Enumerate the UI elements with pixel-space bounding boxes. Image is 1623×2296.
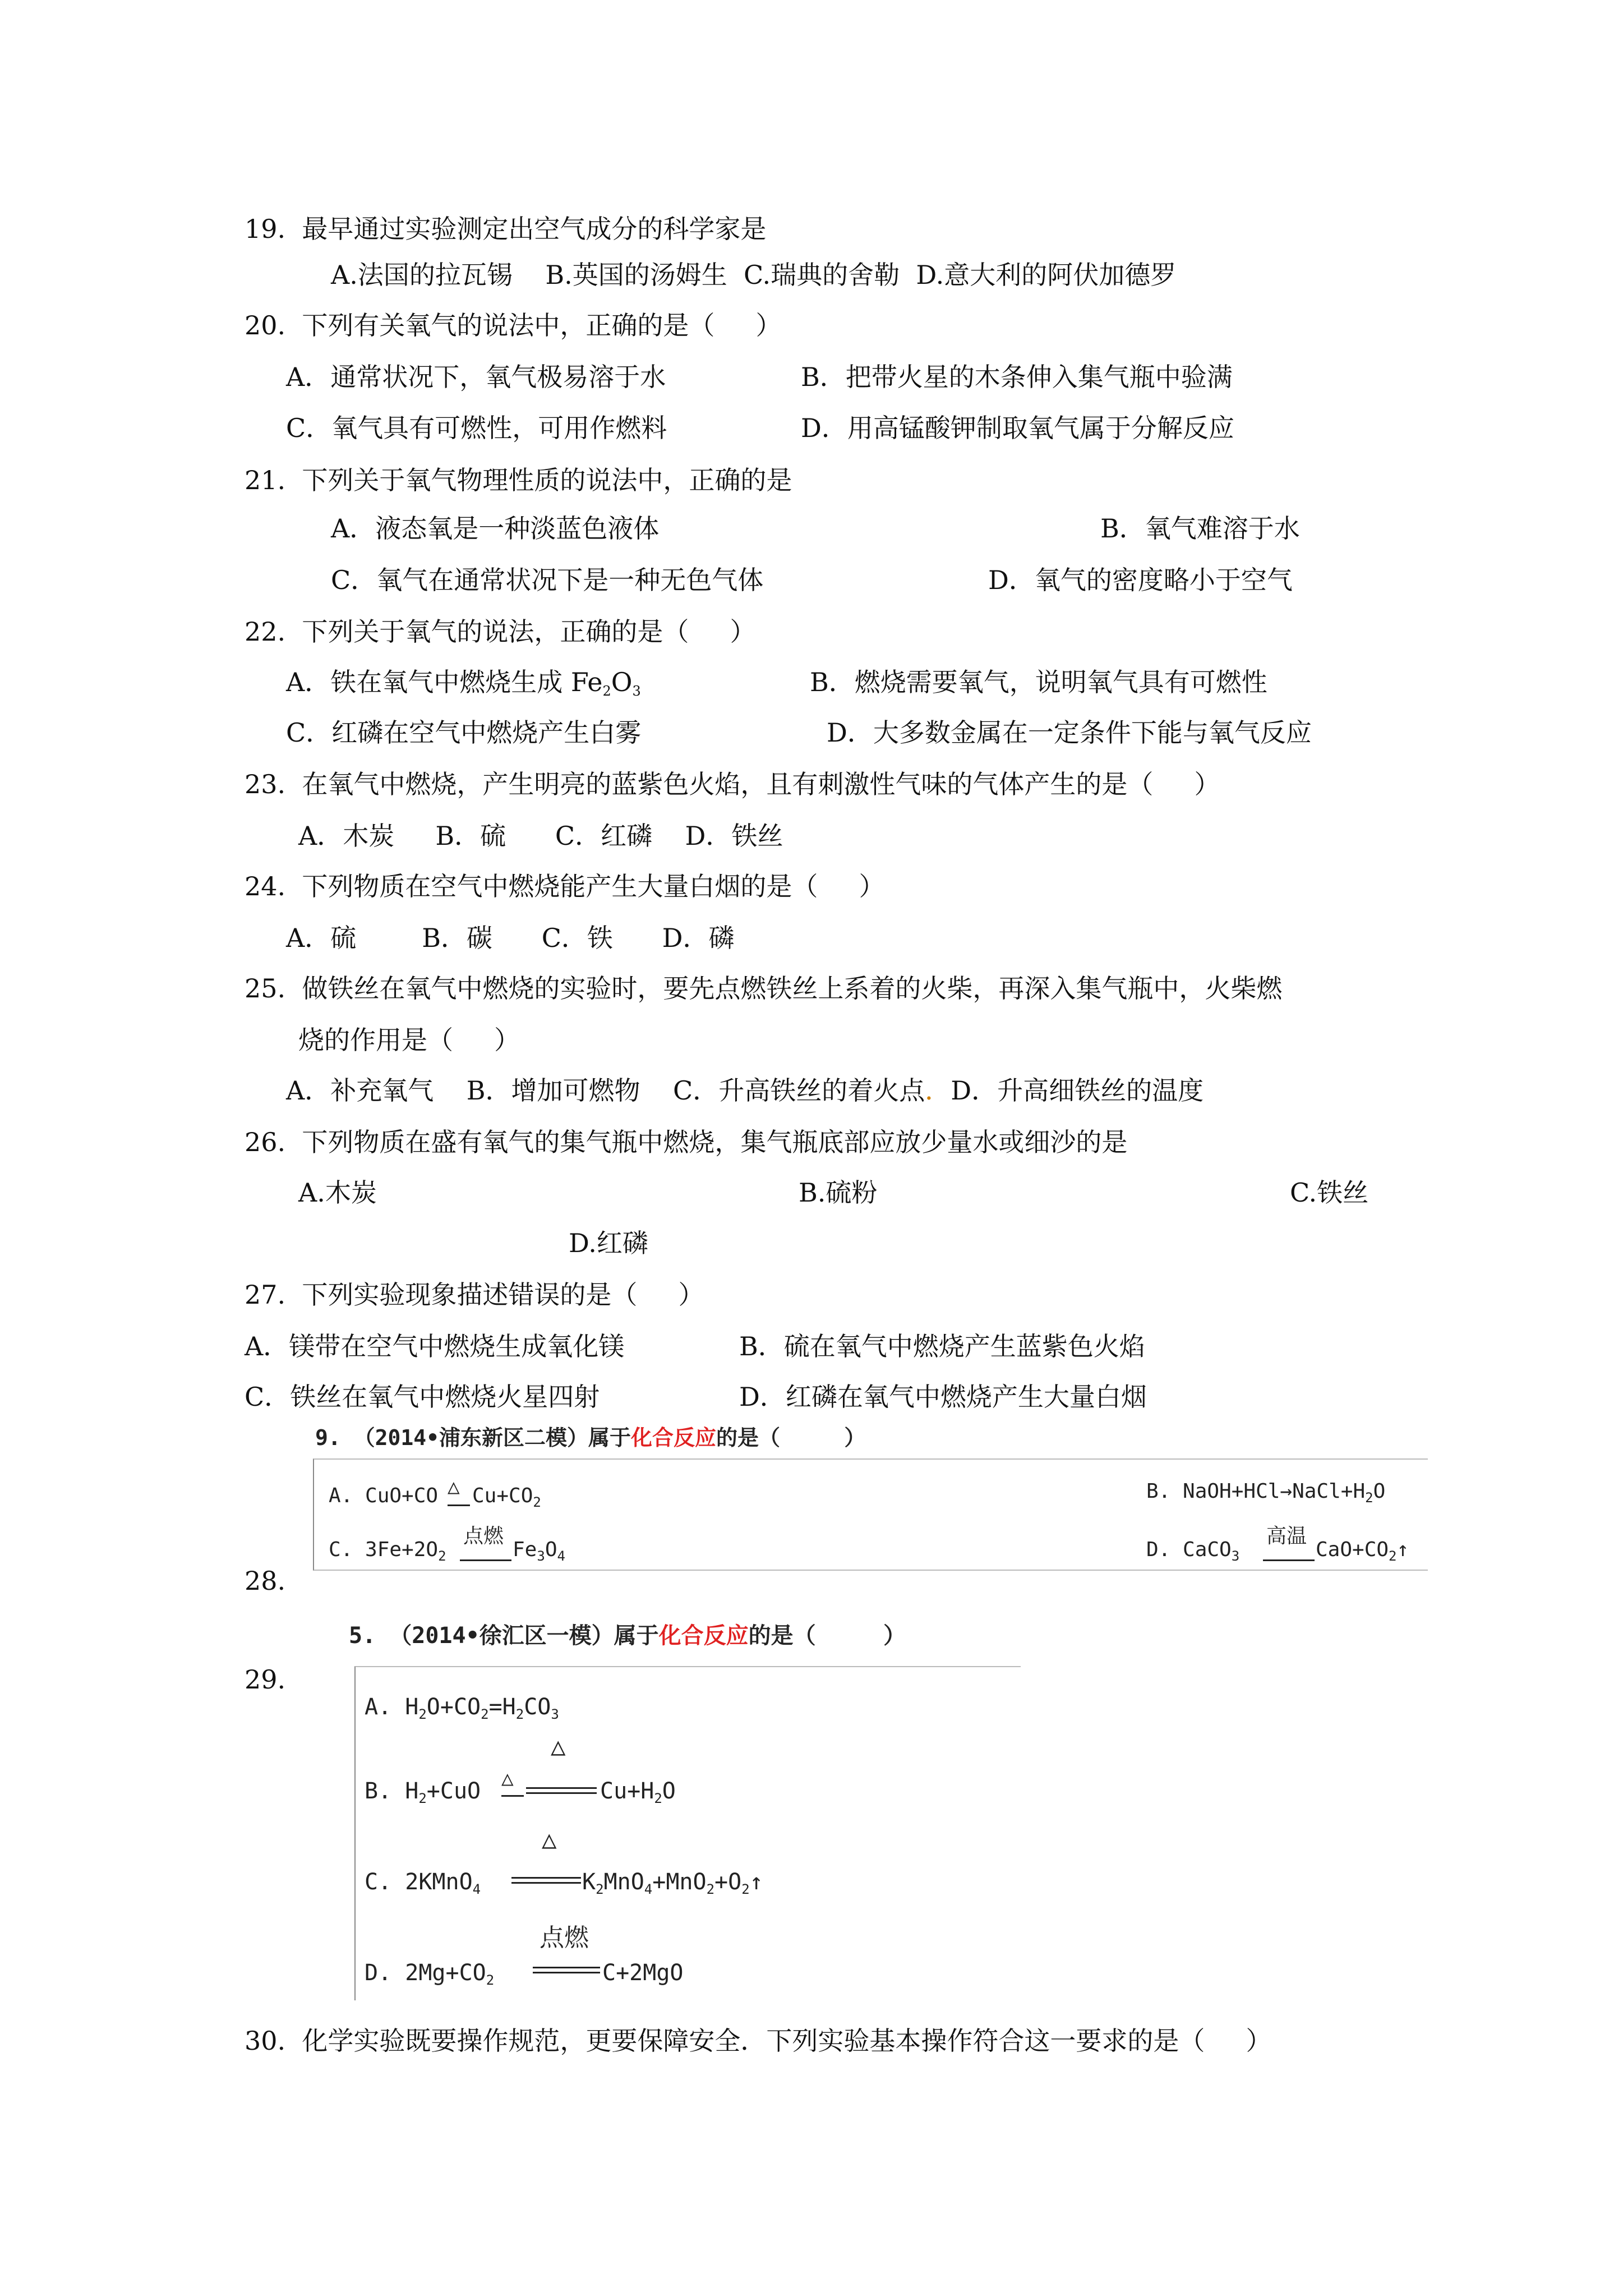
- q28-a-arrow: [448, 1504, 470, 1506]
- q28-c-reactants: C. 3Fe+2O: [329, 1538, 439, 1561]
- q22-option-d: D．大多数金属在一定条件下能与氧气反应: [827, 717, 1312, 748]
- q28-embedded-screenshot: [301, 1414, 1428, 1582]
- q28-c-sub2: 4: [557, 1548, 565, 1564]
- q22-option-a: [286, 665, 641, 708]
- q29-a-p4: CO: [524, 1694, 551, 1720]
- q28-c-products: [513, 1538, 565, 1564]
- q29-caption-text: 5. （2014•徐汇区一模）属于: [349, 1623, 659, 1649]
- q25-dot: ．: [925, 1075, 951, 1106]
- q25-options: [286, 1074, 1204, 1107]
- q29-b-products: [600, 1778, 676, 1806]
- q28-c-mid: O: [545, 1538, 557, 1561]
- q29-c-p4: +O: [714, 1869, 742, 1895]
- q22-option-b: B．燃烧需要氧气，说明氧气具有可燃性: [810, 667, 1267, 697]
- q27-option-d: D．红磷在氧气中燃烧产生大量白烟: [739, 1382, 1147, 1412]
- q20-option-a: A．通常状况下，氧气极易溶于水: [286, 362, 666, 392]
- q27-option-c: C．铁丝在氧气中燃烧火星四射: [245, 1382, 600, 1412]
- q29-a-sub3: 2: [515, 1706, 524, 1722]
- q24-stem: 24. 下列物质在空气中燃烧能产生大量白烟的是（ ）: [245, 871, 885, 901]
- q28-caption-text: 9. （2014•浦东新区二模）属于: [315, 1425, 631, 1450]
- q20-option-b: B．把带火星的木条伸入集气瓶中验满: [801, 362, 1233, 392]
- q24-options: A．硫 B．碳 C．铁 D．磷: [286, 923, 735, 953]
- q27-option-a: A．镁带在空气中燃烧生成氧化镁: [245, 1331, 625, 1361]
- q29-c-equals: [511, 1877, 581, 1884]
- q29-c-gas-arrow: ↑: [749, 1869, 763, 1895]
- q28-d-arrow: [1263, 1559, 1315, 1561]
- q25-stem: 25. 做铁丝在氧气中燃烧的实验时，要先点燃铁丝上系着的火柴，再深入集气瓶中，火柴燃: [245, 973, 1283, 1004]
- q29-d-products: C+2MgO: [602, 1960, 684, 1986]
- q29-c-prod: K: [582, 1869, 596, 1895]
- q28-option-b: [1146, 1480, 1385, 1506]
- q28-caption: [315, 1420, 865, 1451]
- q29-a-p1: A. H: [365, 1694, 419, 1720]
- q26-option-c: C.铁丝: [1290, 1177, 1369, 1208]
- q19-options: A.法国的拉瓦锡 B.英国的汤姆生 C.瑞典的舍勒 D.意大利的阿伏加德罗: [331, 260, 1177, 290]
- q26-option-b: B.硫粉: [799, 1177, 878, 1208]
- q22-a-text: A．铁在氧气中燃烧生成 Fe: [286, 667, 603, 697]
- q29-c-sub2: 2: [596, 1881, 604, 1897]
- q25-option-d: D．升高细铁丝的温度: [951, 1075, 1204, 1106]
- q30-stem: 30. 化学实验既要操作规范，更要保障安全．下列实验基本操作符合这一要求的是（ ）: [245, 2026, 1272, 2056]
- q29-option-c: [365, 1869, 481, 1897]
- q29-c-condition: △: [542, 1825, 557, 1854]
- q29-number: 29.: [245, 1664, 286, 1695]
- q29-caption-tail: 的是（ ）: [748, 1623, 906, 1649]
- q28-a-sub: 2: [533, 1494, 541, 1510]
- q28-caption-tail: 的是（ ）: [716, 1425, 866, 1450]
- q29-a-p2: O+CO: [426, 1694, 481, 1720]
- q27-option-b: B．硫在氧气中燃烧产生蓝紫色火焰: [739, 1331, 1145, 1361]
- q28-d-sub2: 2: [1389, 1548, 1397, 1564]
- q28-options-box: [313, 1458, 1428, 1571]
- q29-b-equals: [526, 1787, 597, 1794]
- q28-c-arrow: [460, 1559, 511, 1561]
- q28-d-condition: 高温: [1266, 1525, 1307, 1548]
- q29-c-p2: MnO: [603, 1869, 644, 1895]
- q25-stem-cont: 烧的作用是（ ）: [298, 1025, 520, 1055]
- q20-stem: 20. 下列有关氧气的说法中，正确的是（ ）: [245, 310, 782, 341]
- q28-option-c: [329, 1538, 446, 1564]
- q29-caption: [349, 1618, 906, 1650]
- q29-c-p1: C. 2KMnO: [365, 1869, 473, 1895]
- q29-c-products: [582, 1869, 763, 1897]
- q29-option-d: [365, 1960, 494, 1988]
- q29-c-p3: +MnO: [652, 1869, 707, 1895]
- q29-b-sub2: 2: [654, 1791, 662, 1806]
- q28-a-prod-text: Cu+CO: [472, 1484, 533, 1507]
- q28-c-prod: Fe: [513, 1538, 537, 1561]
- q29-b-prod: Cu+H: [600, 1778, 654, 1804]
- q20-option-c: C．氧气具有可燃性，可用作燃料: [286, 413, 667, 443]
- q21-option-c: C．氧气在通常状况下是一种无色气体: [331, 565, 764, 595]
- q29-b-end: O: [662, 1778, 676, 1804]
- q23-stem: 23. 在氧气中燃烧，产生明亮的蓝紫色火焰，且有刺激性气味的气体产生的是（ ）: [245, 769, 1220, 799]
- q29-b-p1: B. H: [365, 1778, 419, 1804]
- q28-d-gas-arrow: ↑: [1396, 1538, 1409, 1561]
- q29-c-sub1: 4: [472, 1881, 481, 1897]
- q29-option-a: [365, 1694, 559, 1722]
- q28-b-sub: 2: [1365, 1490, 1373, 1506]
- q21-option-b: B．氧气难溶于水: [1100, 513, 1300, 544]
- q29-d-sub: 2: [486, 1972, 495, 1988]
- q29-b-small-delta: △: [501, 1767, 514, 1790]
- q29-option-b: [365, 1778, 481, 1806]
- q29-caption-highlight: 化合反应: [658, 1623, 749, 1649]
- q29-a-p3: =H: [488, 1694, 516, 1720]
- q29-b-small-arrow: [501, 1795, 524, 1797]
- q28-c-condition: 点燃: [463, 1525, 504, 1548]
- q28-b-text: B. NaOH+HCl→NaCl+H: [1146, 1480, 1366, 1503]
- q28-a-condition: △: [448, 1475, 460, 1498]
- q21-stem: 21. 下列关于氧气物理性质的说法中，正确的是: [245, 465, 792, 495]
- q29-d-p1: D. 2Mg+CO: [365, 1960, 486, 1986]
- q29-c-sub5: 2: [741, 1881, 750, 1897]
- q29-d-equals: [533, 1967, 600, 1973]
- q29-b-sub1: 2: [418, 1791, 427, 1806]
- q29-a-sub1: 2: [418, 1706, 427, 1722]
- q28-option-a: [329, 1484, 438, 1507]
- q29-b-condition: △: [551, 1732, 566, 1761]
- q28-number: 28.: [245, 1566, 286, 1596]
- q28-d-reactants: D. CaCO: [1146, 1538, 1232, 1561]
- q28-c-sub: 2: [438, 1548, 446, 1564]
- q26-option-d: D.红磷: [569, 1228, 648, 1258]
- q29-c-sub4: 2: [706, 1881, 715, 1897]
- q22-a-sub2: 3: [632, 683, 641, 699]
- q29-b-p2: +CuO: [426, 1778, 481, 1804]
- q20-option-d: D．用高锰酸钾制取氧气属于分解反应: [801, 413, 1234, 443]
- q19-stem: 19. 最早通过实验测定出空气成分的科学家是: [245, 214, 767, 244]
- q29-d-condition: 点燃: [540, 1924, 589, 1952]
- q28-d-prod: CaO+CO: [1316, 1538, 1389, 1561]
- q27-stem: 27. 下列实验现象描述错误的是（ ）: [245, 1280, 704, 1310]
- q29-a-sub4: 3: [551, 1706, 559, 1722]
- q23-options: A．木炭 B．硫 C．红磷 D．铁丝: [298, 821, 783, 851]
- q25-options-abc: A．补充氧气 B．增加可燃物 C．升高铁丝的着火点: [286, 1075, 925, 1106]
- q26-option-a: A.木炭: [298, 1177, 377, 1208]
- q22-a-sub1: 2: [602, 683, 611, 699]
- q22-option-c: C．红磷在空气中燃烧产生白雾: [286, 717, 642, 748]
- q29-c-sub3: 4: [644, 1881, 653, 1897]
- q28-a-products: [472, 1484, 541, 1510]
- q29-a-sub2: 2: [481, 1706, 489, 1722]
- q28-b-end: O: [1373, 1480, 1386, 1503]
- q22-stem: 22. 下列关于氧气的说法，正确的是（ ）: [245, 616, 756, 647]
- q28-c-sub1: 3: [537, 1548, 545, 1564]
- q29-embedded-screenshot: [332, 1610, 1022, 2003]
- q28-option-d: [1146, 1538, 1239, 1564]
- q22-a-mid: O: [611, 667, 633, 697]
- q28-d-sub: 3: [1231, 1548, 1240, 1564]
- q28-a-reactants: A. CuO+CO: [329, 1484, 439, 1507]
- q26-stem: 26. 下列物质在盛有氧气的集气瓶中燃烧，集气瓶底部应放少量水或细沙的是: [245, 1127, 1128, 1157]
- q28-d-products: [1316, 1538, 1409, 1564]
- q21-option-a: A．液态氧是一种淡蓝色液体: [331, 513, 660, 544]
- q28-caption-highlight: 化合反应: [631, 1425, 717, 1450]
- q21-option-d: D．氧气的密度略小于空气: [988, 565, 1293, 595]
